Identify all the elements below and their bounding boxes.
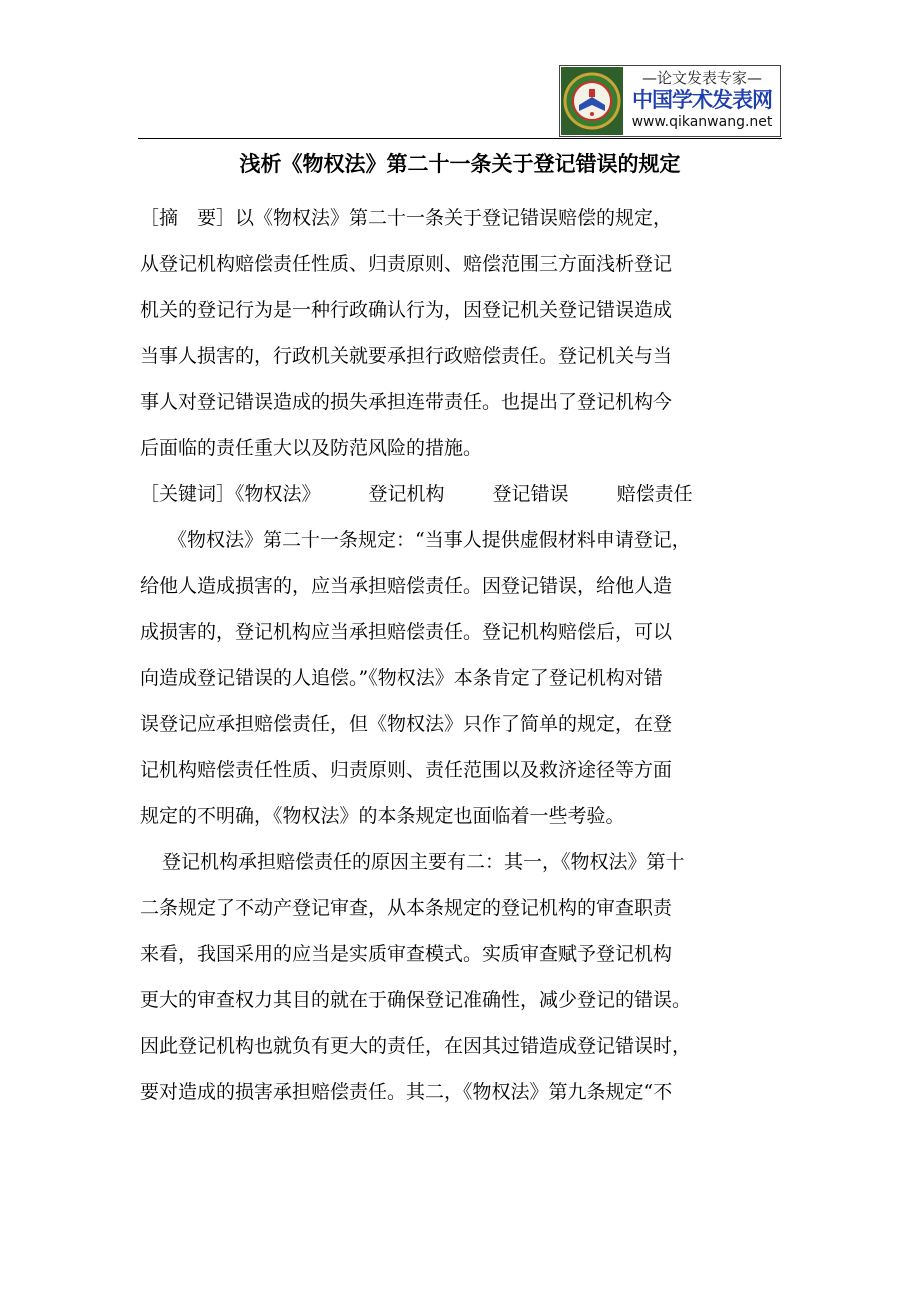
- header-divider: [138, 138, 782, 139]
- keyword: 《物权法》: [235, 483, 321, 505]
- logo-site-name: 中国学术发表网: [632, 88, 772, 112]
- keyword: 赔偿责任: [616, 483, 693, 505]
- paragraph-1: [140, 517, 762, 839]
- paragraph-line: 登记机构承担赔偿责任的原因主要有二：其一，《物权法》第十: [162, 851, 685, 873]
- abstract-line: 机关的登记行为是一种行政确认行为，因登记机关登记错误造成: [140, 299, 673, 321]
- logo-text-block: [624, 66, 780, 136]
- abstract-line: 当事人损害的，行政机关就要承担行政赔偿责任。登记机关与当: [140, 345, 673, 367]
- keywords: [140, 471, 762, 517]
- abstract-line: 事人对登记错误造成的损失承担连带责任。也提出了登记机构今: [140, 391, 673, 413]
- paragraph-line: 记机构赔偿责任性质、归责原则、责任范围以及救济途径等方面: [140, 759, 673, 781]
- keyword: 登记机构: [368, 483, 445, 505]
- seal-emblem-icon: [561, 67, 623, 135]
- paragraph-line: 向造成登记错误的人追偿。”《物权法》本条肯定了登记机构对错: [140, 667, 663, 689]
- paragraph-line: 要对造成的损害承担赔偿责任。其二，《物权法》第九条规定“不: [140, 1081, 673, 1103]
- keyword: 登记错误: [492, 483, 569, 505]
- document-body: [140, 195, 762, 1115]
- paragraph-line: 规定的不明确，《物权法》的本条规定也面临着一些考验。: [140, 805, 625, 827]
- logo-tagline: —论文发表专家—: [641, 69, 762, 87]
- paragraph-line: 《物权法》第二十一条规定：“当事人提供虚假材料申请登记，: [168, 529, 691, 551]
- abstract: [140, 195, 762, 471]
- page-header: [138, 63, 782, 139]
- paragraph-line: 成损害的，登记机构应当承担赔偿责任。登记机构赔偿后，可以: [140, 621, 673, 643]
- site-logo[interactable]: [559, 65, 781, 137]
- paragraph-line: 误登记应承担赔偿责任，但《物权法》只作了简单的规定，在登: [140, 713, 673, 735]
- abstract-line: ［摘 要］以《物权法》第二十一条关于登记错误赔偿的规定，: [140, 207, 673, 229]
- abstract-line: 从登记机构赔偿责任性质、归责原则、赔偿范围三方面浅析登记: [140, 253, 673, 275]
- logo-url[interactable]: www.qikanwang.net: [631, 114, 773, 130]
- abstract-line: 后面临的责任重大以及防范风险的措施。: [140, 437, 483, 459]
- keywords-label: ［关键词］: [140, 483, 236, 505]
- paragraph-line: 来看，我国采用的应当是实质审查模式。实质审查赋予登记机构: [140, 943, 673, 965]
- document-title: 浅析《物权法》第二十一条关于登记错误的规定: [239, 152, 681, 176]
- paragraph-line: 给他人造成损害的，应当承担赔偿责任。因登记错误，给他人造: [140, 575, 673, 597]
- paragraph-line: 更大的审查权力其目的就在于确保登记准确性，减少登记的错误。: [140, 989, 692, 1011]
- paragraph-line: 二条规定了不动产登记审查，从本条规定的登记机构的审查职责: [140, 897, 673, 919]
- paragraph-2: [140, 839, 762, 1115]
- paragraph-line: 因此登记机构也就负有更大的责任，在因其过错造成登记错误时，: [140, 1035, 692, 1057]
